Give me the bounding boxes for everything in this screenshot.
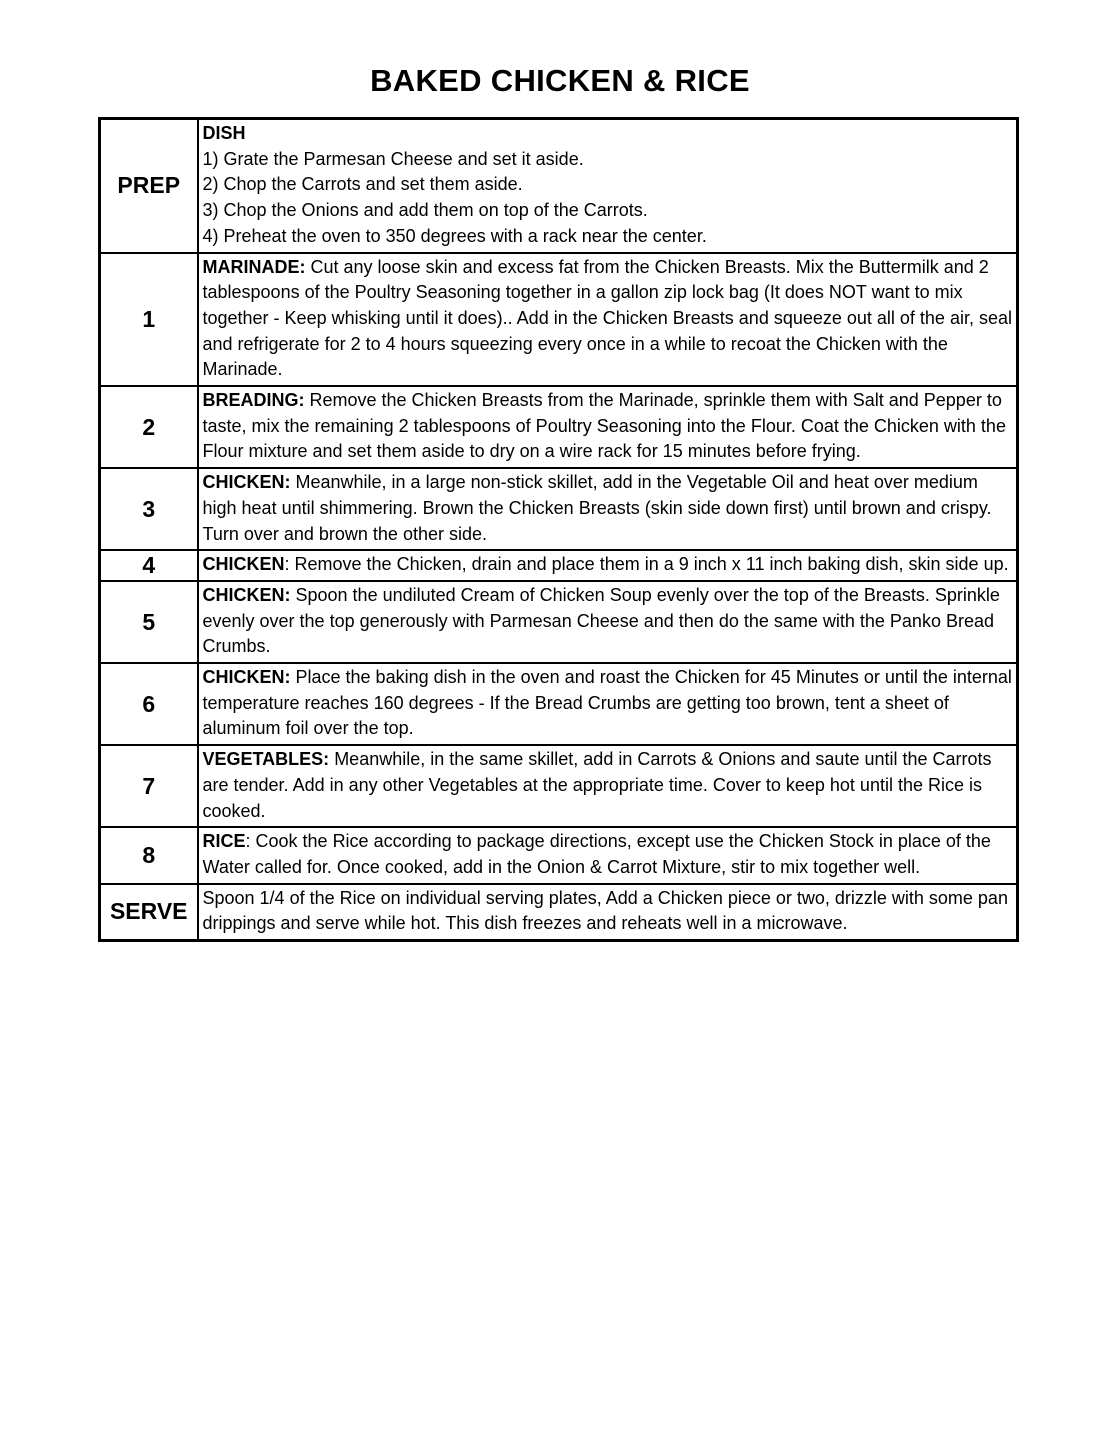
recipe-step-row (100, 827, 1018, 883)
recipe-step-row (100, 581, 1018, 663)
step-label: 5 (100, 581, 198, 663)
step-label: SERVE (100, 884, 198, 941)
instruction-text: Spoon 1/4 of the Rice on individual serving plates, Add a Chicken piece or two, drizzle with some pan drippings and serve while hot. This dish freezes and reheats well in a microwave. (202, 887, 1008, 934)
page-title: BAKED CHICKEN & RICE (370, 63, 750, 98)
instruction-text: Remove the Chicken Breasts from the Marinade, sprinkle them with Salt and Pepper to taste, mix the remaining 2 tablespoons of Poultry Seasoning into the Flour. Coat the Chicken with the Flour mixture and set them aside to dry on a wire rack for 15 minutes before frying. (202, 390, 1006, 462)
instruction-lead-label: CHICKEN: (202, 472, 291, 493)
instruction-lead-label: CHICKEN (202, 554, 285, 575)
instruction-lead-label: MARINADE: (202, 256, 306, 277)
step-instructions (198, 119, 1018, 253)
recipe-step-row (100, 663, 1018, 745)
instruction-lead-label: BREADING: (202, 390, 305, 411)
step-label: 7 (100, 745, 198, 827)
recipe-step-row (100, 550, 1018, 581)
instruction-lead-label: RICE (202, 831, 246, 852)
instruction-text: : Remove the Chicken, drain and place them in a 9 inch x 11 inch baking dish, skin side up. (284, 554, 1009, 575)
recipe-table (98, 117, 1019, 942)
recipe-step-row (100, 468, 1018, 550)
instruction-lines (203, 147, 1014, 250)
instruction-text: Cut any loose skin and excess fat from the Chicken Breasts. Mix the Buttermilk and 2 tablespoons of the Poultry Seasoning together in a gallon zip lock bag (It does NOT want to mix together - Keep whisking until it does).. Add in the Chicken Breasts and squeeze out all of the air, seal and refrigerate for 2 to 4 hours squeezing every once in a while to recoat the Chicken with the Marinade. (202, 256, 1012, 380)
recipe-step-row (100, 253, 1018, 387)
step-instructions (198, 884, 1018, 941)
instruction-line: 2) Chop the Carrots and set them aside. (202, 174, 523, 195)
instruction-lead-label: DISH (202, 123, 246, 143)
step-instructions (198, 827, 1018, 883)
instruction-text: Meanwhile, in the same skillet, add in Carrots & Onions and saute until the Carrots are tender. Add in any other Vegetables at the appropriate time. Cover to keep hot until the Rice is cooked. (202, 749, 992, 821)
instruction-line: 1) Grate the Parmesan Cheese and set it aside. (202, 148, 584, 169)
step-label: 6 (100, 663, 198, 745)
step-label: 8 (100, 827, 198, 883)
step-instructions (198, 663, 1018, 745)
step-instructions (198, 253, 1018, 387)
step-label: 1 (100, 253, 198, 387)
instruction-text: Place the baking dish in the oven and roast the Chicken for 45 Minutes or until the internal temperature reaches 160 degrees - If the Bread Crumbs are getting too brown, tent a sheet of aluminum foil over the top. (202, 667, 1012, 739)
instruction-lead-label: CHICKEN: (202, 667, 291, 688)
recipe-table-body (100, 119, 1018, 941)
step-label: 2 (100, 386, 198, 468)
step-label: PREP (100, 119, 198, 253)
step-label: 3 (100, 468, 198, 550)
recipe-step-row (100, 119, 1018, 253)
instruction-text: Meanwhile, in a large non-stick skillet, add in the Vegetable Oil and heat over medium high heat until shimmering. Brown the Chicken Breasts (skin side down first) until brown and crispy. Turn over and brown the other side. (202, 472, 992, 544)
instruction-line: 3) Chop the Onions and add them on top of the Carrots. (202, 200, 648, 221)
instruction-text: : Cook the Rice according to package directions, except use the Chicken Stock in place of the Water called for. Once cooked, add in the Onion & Carrot Mixture, stir to mix together well. (202, 831, 991, 877)
instruction-lead-label: VEGETABLES: (202, 749, 330, 770)
recipe-step-row (100, 884, 1018, 941)
instruction-text: Spoon the undiluted Cream of Chicken Soup evenly over the top of the Breasts. Sprinkle evenly over the top generously with Parmesan Cheese and then do the same with the Panko Bread Crumbs. (202, 584, 1000, 657)
recipe-step-row (100, 386, 1018, 468)
step-instructions (198, 581, 1018, 663)
step-label: 4 (100, 550, 198, 581)
step-instructions (198, 468, 1018, 550)
step-instructions (198, 745, 1018, 827)
recipe-step-row (100, 745, 1018, 827)
instruction-line: 4) Preheat the oven to 350 degrees with a rack near the center. (202, 225, 707, 246)
instruction-lead-label: CHICKEN: (202, 584, 291, 605)
step-instructions (198, 550, 1018, 581)
step-instructions (198, 386, 1018, 468)
